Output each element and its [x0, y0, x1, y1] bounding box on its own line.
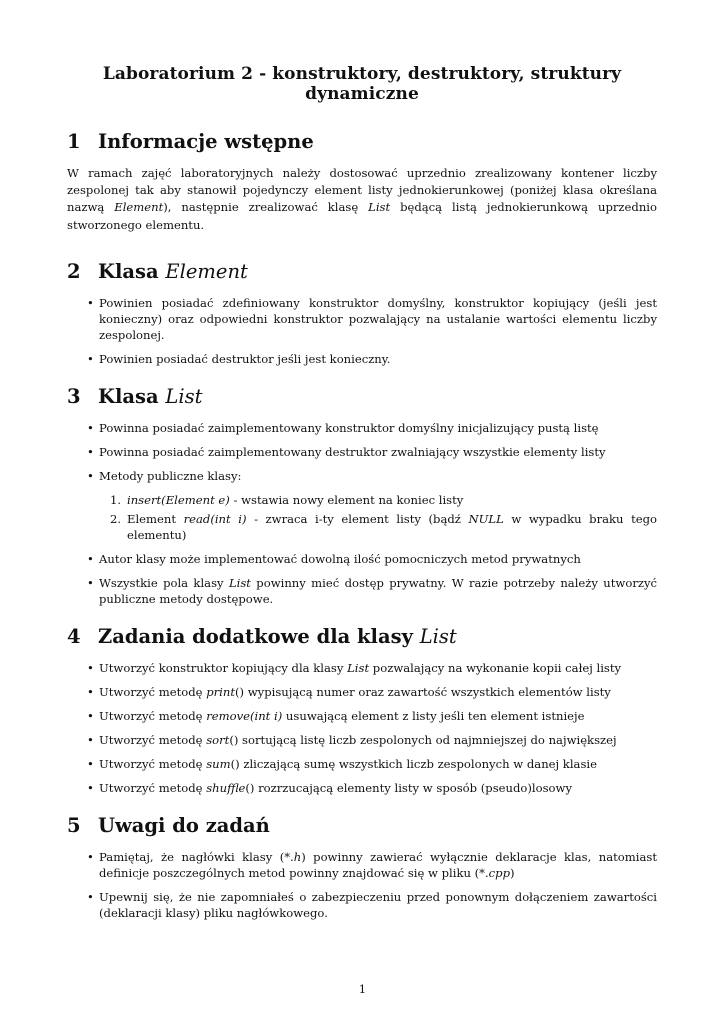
code-identifier: remove(int i): [206, 708, 283, 723]
file-extension: *.h: [284, 849, 302, 864]
methods-list: [99, 492, 657, 543]
bullet-icon: •: [87, 708, 94, 723]
section-klasa-element: [67, 260, 657, 367]
bullet-list: [67, 660, 657, 796]
text-run: będącą listą jednokierunkową uprzednio stworzonego elementu.: [67, 200, 657, 232]
text-run: ), następnie zrealizować klasę: [163, 200, 369, 215]
method-signature: insert(Element e): [127, 492, 230, 507]
page-number: 1: [358, 982, 367, 996]
method-description: w wypadku braku tego elementu): [127, 511, 658, 542]
bullet-icon: •: [87, 684, 94, 699]
list-item-text: () rozrzucającą elementy listy w sposób (pseudo)losowy: [245, 780, 572, 795]
code-identifier: sum: [206, 756, 231, 771]
list-item-text: Powinna posiadać zaimplementowany destruktor zwalniający wszystkie elementy listy: [99, 444, 606, 459]
section-heading: [67, 260, 657, 283]
section-number: 4: [67, 624, 81, 648]
list-item-text: Utworzyć metodę: [99, 780, 207, 795]
title-text: Zadania dodatkowe dla klasy: [98, 624, 420, 648]
class-name-list: List: [228, 575, 251, 590]
file-extension: *.cpp: [479, 865, 510, 880]
list-item-text: Utworzyć metodę: [99, 732, 207, 747]
section-heading: [67, 385, 657, 408]
title-italic: List: [165, 384, 203, 408]
method-number: 2.: [110, 511, 122, 526]
list-item: [67, 468, 657, 543]
section-klasa-list: [67, 385, 657, 607]
list-item: [67, 889, 657, 921]
class-name-element: Element: [114, 200, 164, 215]
list-item-text: Utworzyć metodę: [99, 684, 207, 699]
title-italic: List: [419, 624, 457, 648]
method-number: 1.: [110, 492, 122, 507]
section-number: 2: [67, 259, 81, 283]
method-return-type: Element: [127, 511, 184, 526]
list-item: [67, 849, 657, 881]
code-identifier: print: [206, 684, 235, 699]
section-uwagi: [67, 814, 657, 921]
section-title: [98, 260, 248, 283]
section-heading: [67, 814, 657, 837]
bullet-list: [67, 295, 657, 367]
list-item: [67, 684, 657, 700]
bullet-icon: •: [87, 295, 94, 310]
list-item-text: pozwalający na wykonanie kopii całej listy: [369, 660, 622, 675]
bullet-icon: •: [87, 732, 94, 747]
list-item: [67, 660, 657, 676]
section-title: [98, 385, 202, 408]
list-item-text: Utworzyć metodę: [99, 756, 207, 771]
section-zadania-dodatkowe: [67, 625, 657, 796]
list-item-text: Powinien posiadać zdefiniowany konstruktor domyślny, konstruktor kopiujący (jeśli jest konieczny) oraz odpowiedni konstruktor pozwalający na ustalanie wartości elementu liczby zespolonej.: [99, 295, 657, 342]
bullet-icon: •: [87, 444, 94, 459]
section-title: Uwagi do zadań: [98, 813, 270, 837]
method-description: - zwraca i-ty element listy (bądź: [246, 511, 469, 526]
section-number: 1: [67, 130, 81, 153]
bullet-icon: •: [87, 351, 94, 366]
intro-paragraph: [67, 165, 657, 234]
list-item-text: Powinna posiadać zaimplementowany konstruktor domyślny inicjalizujący pustą listę: [99, 420, 599, 435]
code-identifier: sort: [206, 732, 230, 747]
code-identifier: shuffle: [206, 780, 246, 795]
list-item-text: powinny mieć dostęp prywatny. W razie potrzeby należy utworzyć publiczne metody dostępowe.: [99, 575, 658, 606]
section-title: [98, 625, 457, 648]
document-page: [67, 60, 657, 929]
document-title: Laboratorium 2 - konstruktory, destruktory, struktury dynamiczne: [102, 64, 622, 104]
list-item: [67, 780, 657, 796]
list-item-text: Metody publiczne klasy:: [99, 468, 242, 483]
class-name-list: List: [368, 200, 391, 215]
list-item: [67, 708, 657, 724]
list-item: [67, 551, 657, 567]
list-item: [67, 444, 657, 460]
section-heading: [67, 625, 657, 648]
list-item-text: Utworzyć konstruktor kopiujący dla klasy: [99, 660, 348, 675]
bullet-icon: •: [87, 420, 94, 435]
list-item: [67, 295, 657, 343]
list-item-text: Pamiętaj, że nagłówki klasy (: [99, 849, 285, 864]
bullet-icon: •: [87, 468, 94, 483]
list-item-text: () zliczającą sumę wszystkich liczb zespolonych w danej klasie: [230, 756, 597, 771]
list-item: [67, 351, 657, 367]
bullet-icon: •: [87, 889, 94, 904]
list-item-text: ): [510, 865, 515, 880]
title-text: Klasa: [98, 384, 166, 408]
list-item-text: Powinien posiadać destruktor jeśli jest konieczny.: [99, 351, 391, 366]
list-item: [67, 420, 657, 436]
list-item-text: ) powinny zawierać wyłącznie deklaracje klas, natomiast definicje poszczególnych metod powinny znajdować się w pliku (: [99, 849, 657, 880]
list-item-text: Upewnij się, że nie zapomniałeś o zabezpieczeniu przed ponownym dołączeniem zawartości (deklaracji klasy) pliku nagłówkowego.: [99, 889, 657, 920]
list-item: [67, 732, 657, 748]
bullet-list: [67, 420, 657, 607]
bullet-icon: •: [87, 780, 94, 795]
title-text: Klasa: [98, 259, 166, 283]
null-keyword: NULL: [468, 511, 504, 526]
section-heading: [67, 130, 657, 153]
bullet-icon: •: [87, 660, 94, 675]
section-informacje: [67, 130, 657, 234]
list-item: [67, 575, 657, 607]
section-number: 3: [67, 384, 81, 408]
method-item: [99, 492, 657, 508]
method-description: - wstawia nowy element na koniec listy: [229, 492, 464, 507]
list-item-text: () wypisującą numer oraz zawartość wszystkich elementów listy: [235, 684, 611, 699]
bullet-icon: •: [87, 849, 94, 864]
section-number: 5: [67, 813, 81, 837]
list-item: [67, 756, 657, 772]
section-title: Informacje wstępne: [98, 130, 314, 153]
list-item-text: Autor klasy może implementować dowolną ilość pomocniczych metod prywatnych: [99, 551, 581, 566]
title-italic: Element: [165, 259, 248, 283]
list-item-text: usuwającą element z listy jeśli ten element istnieje: [282, 708, 585, 723]
bullet-icon: •: [87, 575, 94, 590]
list-item-text: Utworzyć metodę: [99, 708, 207, 723]
bullet-icon: •: [87, 551, 94, 566]
bullet-list: [67, 849, 657, 921]
code-identifier: List: [347, 660, 370, 675]
list-item-text: Wszystkie pola klasy: [99, 575, 229, 590]
bullet-icon: •: [87, 756, 94, 771]
method-signature: read(int i): [183, 511, 247, 526]
list-item-text: () sortującą listę liczb zespolonych od najmniejszej do największej: [229, 732, 617, 747]
text-run: W ramach zajęć laboratoryjnych należy dostosować uprzednio zrealizowany kontener liczby zespolonej tak aby stanowił pojedynczy element listy jednokierunkowej (poniżej klasa określana nazwą: [67, 166, 657, 215]
method-item: [99, 511, 657, 543]
